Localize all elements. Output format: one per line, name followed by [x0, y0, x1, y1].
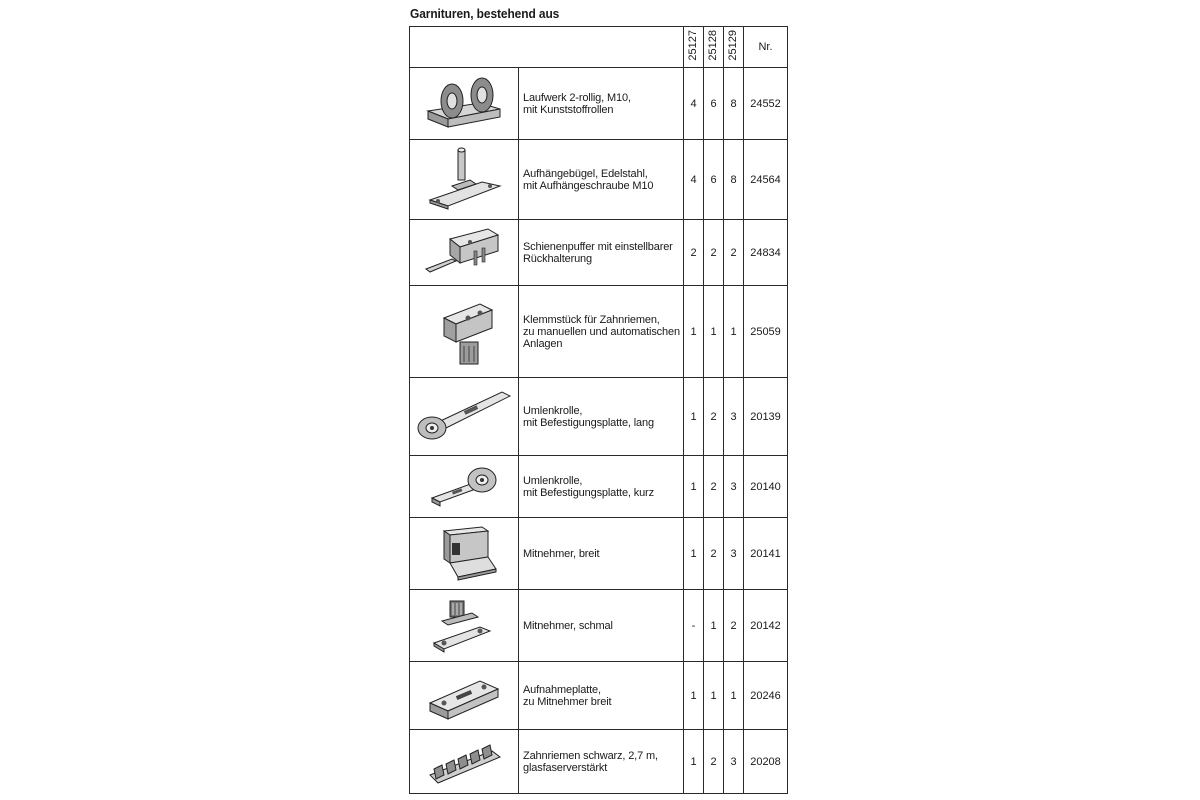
header-blank-cell	[410, 27, 684, 68]
part-image-cell	[410, 662, 519, 730]
table-row	[410, 286, 788, 378]
part-description: Aufnahmeplatte, zu Mitnehmer breit	[519, 662, 684, 730]
nr-column-header: Nr.	[744, 27, 788, 68]
part-description: Klemmstück für Zahnriemen, zu manuellen und automatischen Anlagen	[519, 286, 684, 378]
part-number: 24552	[744, 68, 788, 140]
quantity-cell: 3	[724, 730, 744, 794]
quantity-cell: 2	[704, 456, 724, 518]
page-title: Garnituren, bestehend aus	[410, 6, 560, 21]
part-image-cell	[410, 286, 519, 378]
part-number: 20142	[744, 590, 788, 662]
table-row	[410, 378, 788, 456]
table-row	[410, 140, 788, 220]
table-row	[410, 730, 788, 794]
part-description: Schienenpuffer mit einstellbarer Rückhalterung	[519, 220, 684, 286]
part-description: Aufhängebügel, Edelstahl, mit Aufhängeschraube M10	[519, 140, 684, 220]
mounting-plate-icon	[422, 667, 506, 725]
part-description: Mitnehmer, breit	[519, 518, 684, 590]
part-description: Umlenkrolle, mit Befestigungsplatte, lang	[519, 378, 684, 456]
quantity-cell: 2	[724, 220, 744, 286]
set-column-header: 25129	[724, 27, 744, 68]
part-description: Umlenkrolle, mit Befestigungsplatte, kurz	[519, 456, 684, 518]
quantity-cell: 1	[704, 662, 724, 730]
table-row	[410, 220, 788, 286]
quantity-cell: 1	[704, 590, 724, 662]
quantity-cell: -	[684, 590, 704, 662]
parts-table	[409, 26, 788, 794]
quantity-cell: 6	[704, 140, 724, 220]
table-row	[410, 590, 788, 662]
part-image-cell	[410, 518, 519, 590]
driver-wide-icon	[422, 523, 506, 585]
quantity-cell: 1	[724, 662, 744, 730]
quantity-cell: 3	[724, 378, 744, 456]
quantity-cell: 3	[724, 518, 744, 590]
table-row	[410, 662, 788, 730]
part-image-cell	[410, 220, 519, 286]
part-number: 24564	[744, 140, 788, 220]
part-image-cell	[410, 456, 519, 518]
table-row	[410, 518, 788, 590]
quantity-cell: 6	[704, 68, 724, 140]
quantity-cell: 2	[724, 590, 744, 662]
part-number: 20246	[744, 662, 788, 730]
carriage-icon	[422, 73, 506, 135]
part-image-cell	[410, 378, 519, 456]
table-row	[410, 456, 788, 518]
quantity-cell: 1	[684, 456, 704, 518]
quantity-cell: 2	[684, 220, 704, 286]
quantity-cell: 4	[684, 68, 704, 140]
part-image-cell	[410, 140, 519, 220]
part-image-cell	[410, 590, 519, 662]
set-column-header: 25128	[704, 27, 724, 68]
part-number: 20208	[744, 730, 788, 794]
pulley-long-icon	[414, 384, 514, 450]
quantity-cell: 1	[684, 662, 704, 730]
part-description: Mitnehmer, schmal	[519, 590, 684, 662]
quantity-cell: 1	[684, 286, 704, 378]
rail-buffer-icon	[422, 225, 506, 281]
driver-narrow-icon	[422, 595, 506, 657]
part-number: 20139	[744, 378, 788, 456]
quantity-cell: 2	[704, 730, 724, 794]
quantity-cell: 8	[724, 68, 744, 140]
quantity-cell: 8	[724, 140, 744, 220]
table-row	[410, 68, 788, 140]
pulley-short-icon	[422, 460, 506, 514]
belt-clamp-icon	[422, 290, 506, 374]
part-number: 25059	[744, 286, 788, 378]
toothed-belt-icon	[422, 735, 506, 789]
part-image-cell	[410, 68, 519, 140]
part-description: Zahnriemen schwarz, 2,7 m, glasfaserverstärkt	[519, 730, 684, 794]
part-number: 20140	[744, 456, 788, 518]
part-number: 24834	[744, 220, 788, 286]
hanger-bracket-icon	[422, 146, 506, 214]
part-image-cell	[410, 730, 519, 794]
quantity-cell: 1	[684, 730, 704, 794]
quantity-cell: 1	[724, 286, 744, 378]
quantity-cell: 1	[684, 378, 704, 456]
quantity-cell: 4	[684, 140, 704, 220]
quantity-cell: 2	[704, 220, 724, 286]
quantity-cell: 3	[724, 456, 744, 518]
part-number: 20141	[744, 518, 788, 590]
table-header-row	[410, 27, 788, 68]
set-column-header: 25127	[684, 27, 704, 68]
quantity-cell: 2	[704, 378, 724, 456]
quantity-cell: 1	[684, 518, 704, 590]
quantity-cell: 1	[704, 286, 724, 378]
part-description: Laufwerk 2-rollig, M10, mit Kunststoffrollen	[519, 68, 684, 140]
quantity-cell: 2	[704, 518, 724, 590]
